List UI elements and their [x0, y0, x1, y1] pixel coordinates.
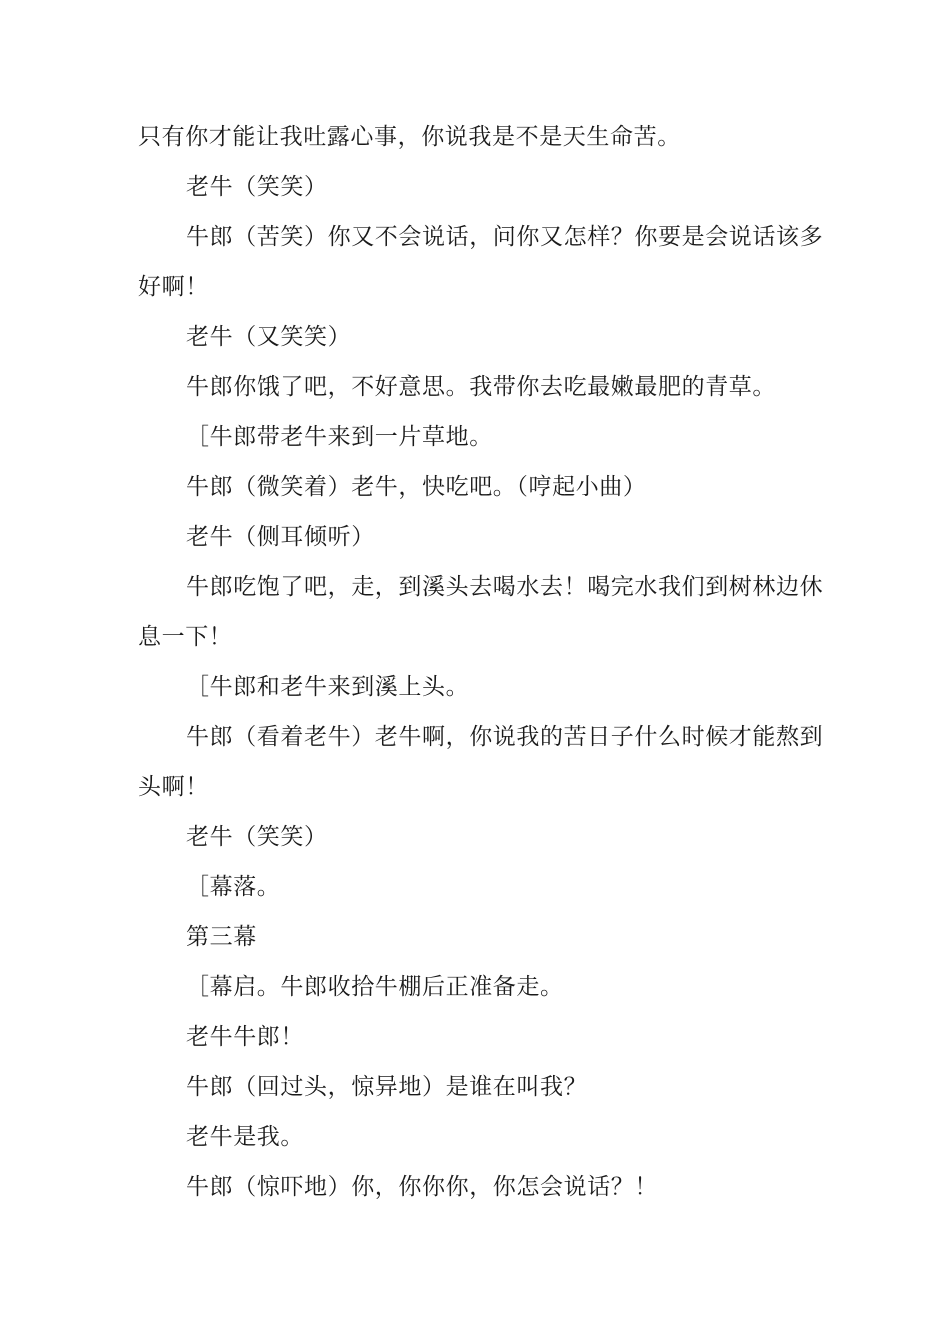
- text-line: 老牛是我。: [186, 1124, 304, 1150]
- text-line: 好啊！: [138, 274, 209, 300]
- text-line: 只有你才能让我吐露心事，你说我是不是天生命苦。: [138, 124, 681, 150]
- text-line: ［幕启。牛郎收拾牛棚后正准备走。: [186, 974, 564, 1000]
- text-line: 牛郎（回过头，惊异地）是谁在叫我？: [186, 1074, 588, 1100]
- text-line: 牛郎（惊吓地）你，你你你，你怎会说话？！: [186, 1174, 658, 1200]
- text-line: ［牛郎带老牛来到一片草地。: [186, 424, 493, 450]
- text-line: 牛郎（看着老牛）老牛啊，你说我的苦日子什么时候才能熬到: [186, 724, 824, 750]
- text-line: ［幕落。: [186, 874, 281, 900]
- act-heading: 第三幕: [186, 924, 257, 950]
- text-line: 老牛（笑笑）: [186, 824, 328, 850]
- text-line: 息一下！: [138, 624, 233, 650]
- text-line: 老牛（笑笑）: [186, 174, 328, 200]
- text-line: 牛郎（微笑着）老牛，快吃吧。（哼起小曲）: [186, 474, 647, 500]
- text-line: 牛郎吃饱了吧，走，到溪头去喝水去！喝完水我们到树林边休: [186, 574, 824, 600]
- text-line: ［牛郎和老牛来到溪上头。: [186, 674, 470, 700]
- text-line: 牛郎（苦笑）你又不会说话，问你又怎样？你要是会说话该多: [186, 224, 824, 250]
- text-line: 牛郎你饿了吧，不好意思。我带你去吃最嫩最肥的青草。: [186, 374, 776, 400]
- text-line: 头啊！: [138, 774, 209, 800]
- text-line: 老牛（侧耳倾听）: [186, 524, 375, 550]
- text-line: 老牛（又笑笑）: [186, 324, 352, 350]
- text-line: 老牛牛郎！: [186, 1024, 304, 1050]
